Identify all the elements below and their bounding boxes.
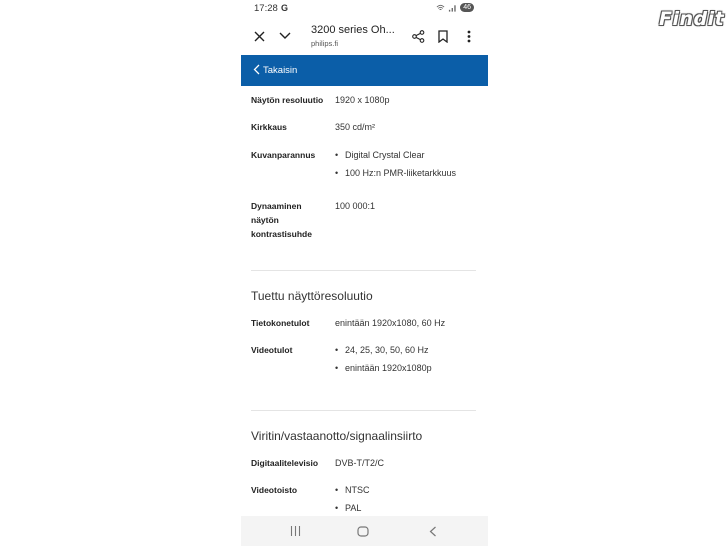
- system-nav-bar: [241, 516, 488, 546]
- phone-screen: [241, 0, 488, 546]
- back-bar[interactable]: [241, 55, 488, 86]
- spec-label: Tietokonetulot: [251, 318, 310, 328]
- divider: [251, 270, 476, 271]
- findit-logo: Findit: [659, 8, 725, 30]
- spec-label: Kuvanparannus: [251, 150, 316, 160]
- spec-label: kontrastisuhde: [251, 229, 312, 239]
- wifi-icon: [436, 4, 445, 12]
- spec-bullet: • enintään 1920x1080p: [335, 363, 432, 373]
- status-bar: [241, 0, 488, 18]
- spec-bullet: • 24, 25, 30, 50, 60 Hz: [335, 345, 429, 355]
- home-icon[interactable]: [356, 524, 370, 538]
- page-title: 3200 series Oh...: [311, 24, 395, 36]
- spec-value: 1920 x 1080p: [335, 95, 390, 105]
- spec-value: 100 000:1: [335, 201, 376, 211]
- chevron-down-icon[interactable]: [277, 28, 293, 44]
- spec-label: Kirkkaus: [251, 122, 287, 132]
- spec-value: enintään 1920x1080, 60 Hz: [335, 318, 446, 328]
- section-title: Tuettu näyttöresoluutio: [251, 289, 373, 303]
- spec-value: DVB-T/T2/C: [335, 458, 385, 468]
- spec-label: Näytön resoluutio: [251, 95, 324, 105]
- spec-label: Videotulot: [251, 345, 293, 355]
- spec-bullet: • PAL: [335, 503, 362, 513]
- share-icon[interactable]: [410, 28, 426, 44]
- status-icons: [436, 3, 474, 12]
- back-link[interactable]: Takaisin: [263, 65, 298, 76]
- spec-label: Dynaaminen: [251, 201, 302, 211]
- nav-back-icon[interactable]: [426, 524, 440, 538]
- page-title-block[interactable]: [311, 24, 406, 48]
- divider: [251, 410, 476, 411]
- spec-bullet: • Digital Crystal Clear: [335, 150, 425, 160]
- browser-toolbar: [241, 18, 488, 56]
- spec-label: Digitaalitelevisio: [251, 458, 319, 468]
- signal-icon: [448, 4, 457, 12]
- battery-icon: 46: [460, 3, 474, 12]
- back-chevron-icon: [253, 64, 260, 75]
- recent-apps-icon[interactable]: [288, 524, 302, 538]
- section-title: Viritin/vastaanotto/signaalinsiirto: [251, 429, 423, 443]
- status-time: 17:28: [254, 3, 278, 14]
- spec-value: 350 cd/m²: [335, 122, 376, 132]
- spec-label: Videotoisto: [251, 485, 298, 495]
- more-vert-icon[interactable]: [461, 28, 477, 44]
- page-domain: philips.fi: [311, 39, 339, 48]
- close-icon[interactable]: [251, 28, 267, 44]
- spec-label: näytön: [251, 215, 279, 225]
- bookmark-icon[interactable]: [435, 28, 451, 44]
- google-icon: G: [281, 3, 289, 13]
- spec-bullet: • NTSC: [335, 485, 370, 495]
- spec-bullet: • 100 Hz:n PMR-liiketarkkuus: [335, 168, 457, 178]
